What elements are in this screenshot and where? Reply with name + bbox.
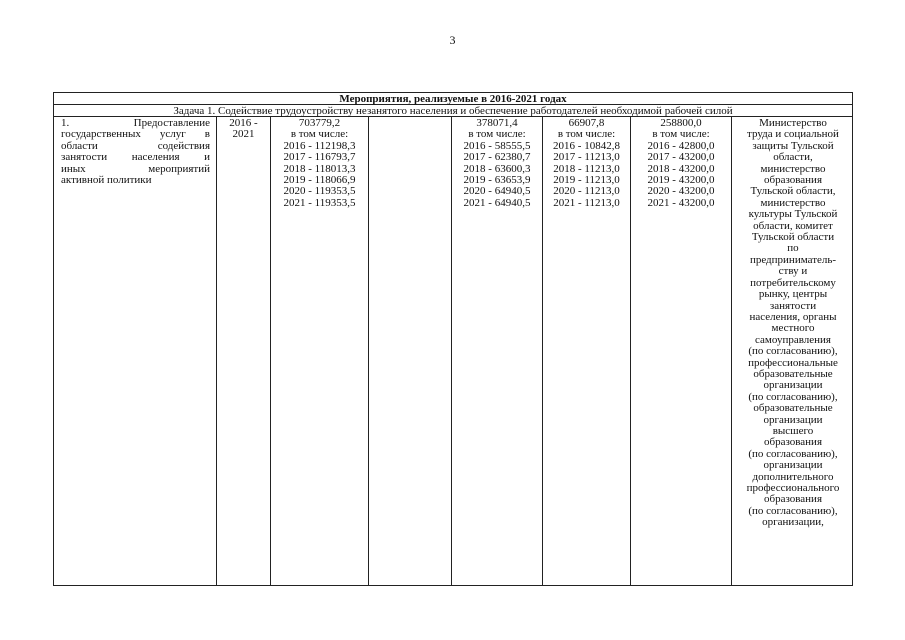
measure-name-line: 1. Предоставление [61, 117, 210, 129]
cell-period [216, 117, 270, 585]
total-year: 2021 - 119353,5 [283, 196, 356, 209]
measure-name-line: государственных услуг в [61, 128, 210, 141]
executor-line: Тульской области, [750, 185, 836, 198]
executor-line: потребительскому [750, 276, 836, 289]
executor-line: области, [773, 151, 813, 164]
measure-name-line: активной политики [61, 174, 152, 187]
executor-line: образовательные [753, 367, 833, 380]
executor-line: труда и социальной [747, 128, 839, 141]
col5-year: 2021 - 64940,5 [463, 196, 531, 209]
executor-line: предприниматель- [749, 253, 837, 266]
cell-regional-funding [451, 117, 542, 585]
task-title: Задача 1. Содействие трудоустройству незанятого населения и обеспечение работодателей необходимой рабочей силой [54, 105, 852, 117]
executor-line: культуры Тульской [748, 208, 838, 221]
col7-year: 2020 - 43200,0 [647, 185, 715, 198]
executor-line: профессиональные [748, 356, 838, 369]
col5-sum: 378071,4 [476, 117, 518, 129]
executor-line: образования [763, 493, 823, 506]
executor-line: защиты Тульской [752, 139, 834, 152]
section-title: Мероприятия, реализуемые в 2016-2021 годах [54, 93, 852, 105]
executor-line: ству и [778, 265, 808, 278]
col5-year: 2018 - 63600,3 [463, 162, 531, 175]
col7-subtitle: в том числе: [652, 128, 710, 141]
total-year: 2019 - 118066,9 [283, 174, 356, 187]
col6-year: 2020 - 11213,0 [553, 185, 620, 198]
col6-year: 2017 - 11213,0 [553, 151, 620, 164]
col5-subtitle: в том числе: [468, 128, 526, 141]
cell-other-funding [630, 117, 731, 585]
executor-line: высшего [772, 424, 814, 437]
executor-line: (по согласованию), [748, 447, 838, 460]
measures-table [53, 92, 853, 586]
total-year: 2020 - 119353,5 [283, 185, 356, 198]
col6-year: 2021 - 11213,0 [553, 196, 620, 209]
col7-year: 2017 - 43200,0 [647, 151, 715, 164]
col5-year: 2019 - 63653,9 [463, 174, 531, 187]
executor-line: организации [763, 379, 823, 392]
executor-line: области, комитет [753, 219, 833, 232]
executor-line: Тульской области [751, 231, 835, 244]
executor-line: организации [763, 413, 823, 426]
col7-sum: 258800,0 [660, 117, 702, 129]
executor-line: (по согласованию), [748, 504, 838, 517]
cell-measure-name [54, 117, 216, 585]
col6-year: 2019 - 11213,0 [553, 174, 620, 187]
executor-line: профессионального [746, 482, 840, 494]
executor-line: населения, органы [749, 310, 837, 323]
measure-name-line: занятости населения и [61, 151, 210, 164]
col5-year: 2020 - 64940,5 [463, 185, 531, 198]
executor-line: местного [771, 322, 815, 335]
executor-line: (по согласованию), [748, 390, 838, 403]
executor-line: образовательные [753, 402, 833, 415]
measure-name-line: иных мероприятий [61, 162, 210, 175]
executor-line: по [787, 242, 799, 255]
col6-subtitle: в том числе: [557, 128, 616, 141]
total-year: 2018 - 118013,3 [283, 162, 356, 175]
page-number: 3 [449, 33, 456, 47]
executor-line: министерство [760, 162, 826, 175]
executor-line: организации [763, 459, 823, 472]
col7-year: 2016 - 42800,0 [647, 139, 715, 152]
total-subtitle: в том числе: [290, 128, 349, 141]
executor-line: Министерство [759, 117, 827, 129]
measure-name-line: области содействия [61, 139, 210, 152]
executor-line: организации, [762, 516, 824, 529]
cell-executors [731, 117, 854, 585]
col6-sum: 66907,8 [568, 117, 605, 129]
executor-line: занятости [769, 299, 817, 312]
col6-year: 2018 - 11213,0 [553, 162, 620, 175]
col5-year: 2017 - 62380,7 [463, 151, 531, 164]
cell-local-funding [542, 117, 630, 585]
executor-line: министерство [760, 196, 826, 209]
executor-line: дополнительного [752, 470, 834, 483]
total-year: 2017 - 116793,7 [283, 151, 356, 164]
col7-year: 2018 - 43200,0 [647, 162, 715, 175]
cell-empty-funding [368, 117, 451, 585]
period-start: 2016 - [229, 117, 258, 129]
cell-total-funding [270, 117, 368, 585]
executor-line: образования [763, 436, 823, 449]
period-end: 2021 [232, 128, 255, 141]
executor-line: самоуправления [755, 333, 831, 346]
executor-line: образования [763, 174, 823, 187]
col5-year: 2016 - 58555,5 [463, 139, 531, 152]
executor-line: рынку, центры [758, 288, 828, 301]
total-year: 2016 - 112198,3 [283, 139, 356, 152]
executor-line: (по согласованию), [748, 345, 838, 358]
total-sum: 703779,2 [298, 117, 341, 129]
col6-year: 2016 - 10842,8 [553, 139, 620, 152]
col7-year: 2019 - 43200,0 [647, 174, 715, 187]
col7-year: 2021 - 43200,0 [647, 196, 715, 209]
